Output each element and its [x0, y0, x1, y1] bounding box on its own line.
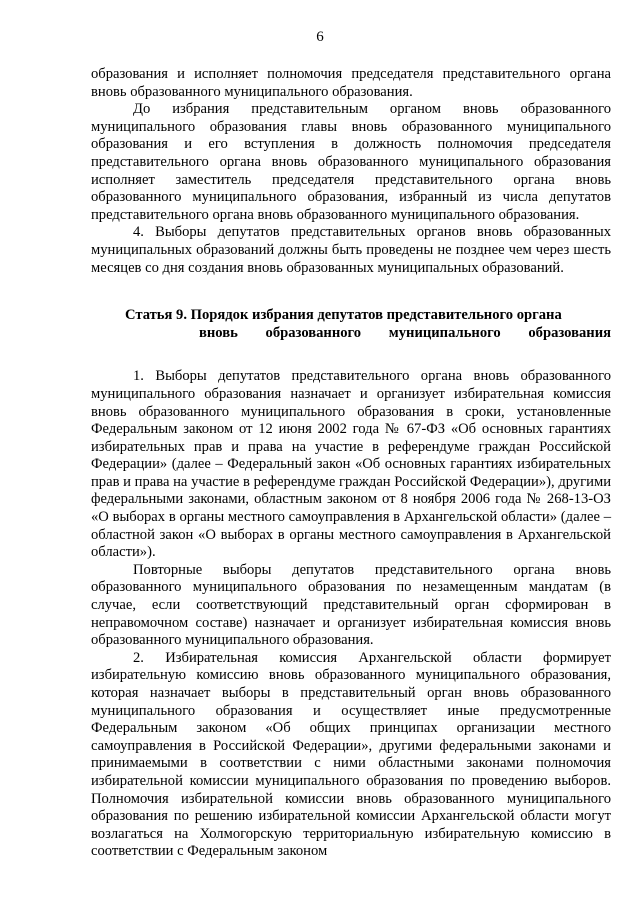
spacer [91, 342, 611, 368]
document-body [91, 66, 611, 861]
article-heading-line2: вновь образованного муниципального образования [199, 324, 611, 341]
paragraph-item-2: 2. Избирательная комиссия Архангельской области формирует избирательную комиссию вновь образованного муниципального образования, которая назначает выборы в представительный орган вновь образованного муниципального образования и осуществляет иные предусмотренные Федеральным законом «Об общих принципах организации местного самоуправления в Российской Федерации», другими федеральными законами и принимаемыми в соответствии с ними областными законами полномочия избирательной комиссии муниципального образования по проведению выборов. Полномочия избирательной комиссии вновь образованного муниципального образования по решению избирательной комиссии Архангельской области могут возлагаться на Холмогорскую территориальную избирательную комиссию в соответствии с Федеральным законом [91, 649, 611, 860]
paragraph-continuation: образования и исполняет полномочия председателя представительного органа вновь образованного муниципального образования. [91, 66, 611, 100]
spacer [91, 277, 611, 307]
paragraph-acting-chair: До избрания представительным органом вновь образованного муниципального образования главы вновь образованного муниципального образования и его вступления в должность полномочия председателя представительного органа вновь образованного муниципального образования исполняет заместитель председателя представительного органа вновь образованного муниципального образования, избранный из числа депутатов представительного органа вновь образованного муниципального образования. [91, 101, 611, 223]
paragraph-item-4: 4. Выборы депутатов представительных органов вновь образованных муниципальных образований должны быть проведены не позднее чем через шесть месяцев со дня создания вновь образованных муниципальных образований. [91, 224, 611, 276]
paragraph-item-1: 1. Выборы депутатов представительного органа вновь образованного муниципального образования назначает и организует избирательная комиссия вновь образованного муниципального образования в сроки, установленные Федеральным законом от 12 июня 2002 года № 67-ФЗ «Об основных гарантиях избирательных прав и права на участие в референдуме граждан Российской Федерации» (далее – Федеральный закон «Об основных гарантиях избирательных прав и права на участие в референдуме граждан Российской Федерации»), другими федеральными законами, областным законом от 8 ноября 2006 года № 268-13-ОЗ «О выборах в органы местного самоуправления в Архангельской области» (далее – областной закон «О выборах в органы местного самоуправления в Архангельской области»). [91, 368, 611, 561]
article-heading [91, 307, 611, 342]
page-number: 6 [316, 29, 324, 45]
article-heading-line1: Статья 9. Порядок избрания депутатов представительного органа [125, 307, 562, 324]
paragraph-repeat-elections: Повторные выборы депутатов представительного органа вновь образованного муниципального образования по незамещенным мандатам (в случае, если соответствующий представительный орган сформирован в неправомочном составе) назначает и организует избирательная комиссия вновь образованного муниципального образования. [91, 561, 611, 649]
